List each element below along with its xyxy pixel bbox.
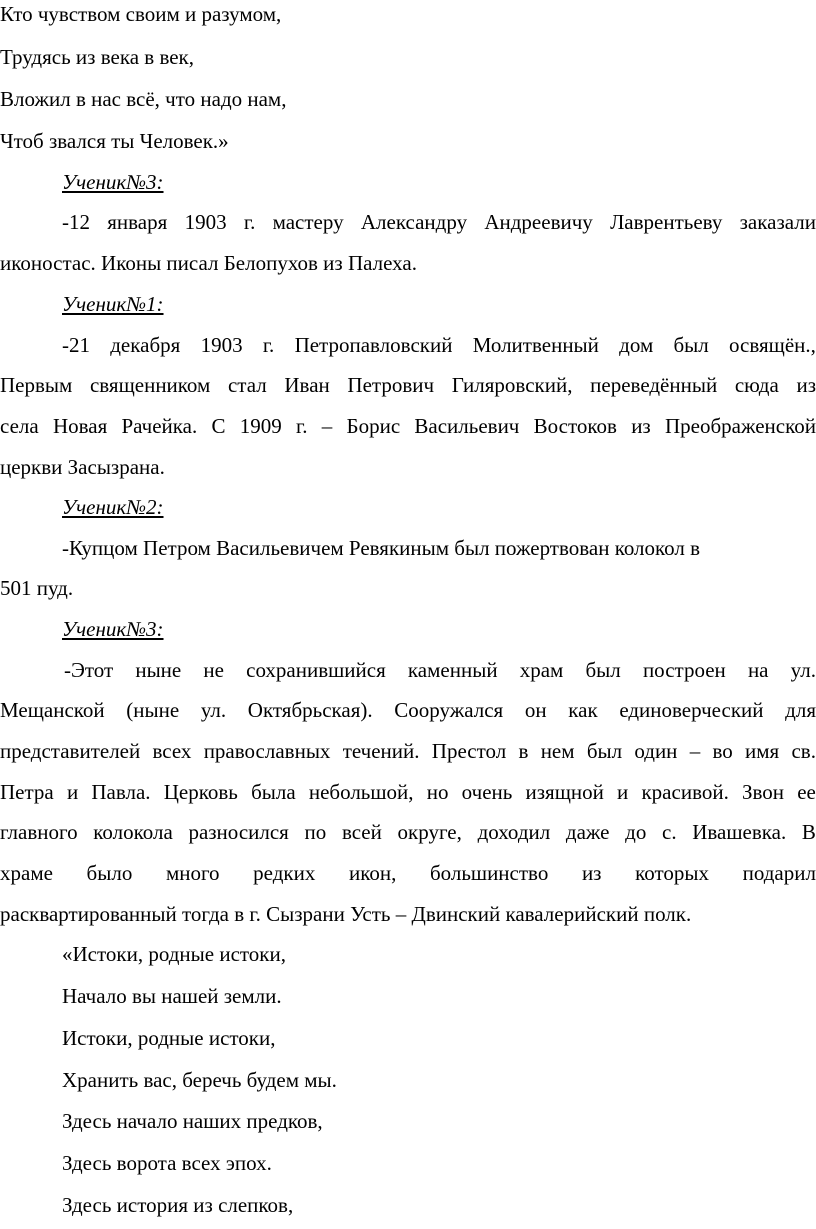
word: Васильевич — [414, 414, 520, 438]
word: Востоков — [533, 414, 617, 438]
paragraph-line — [0, 414, 816, 438]
poem-line: Здесь начало наших предков, — [62, 1109, 323, 1133]
word: не — [203, 658, 224, 682]
word: из — [631, 414, 651, 438]
word: с. — [662, 820, 677, 844]
word: – — [321, 414, 333, 438]
word: храме — [0, 861, 53, 885]
word: из — [796, 373, 816, 397]
poem-line: Начало вы нашей земли. — [62, 984, 282, 1008]
word: заказали — [739, 210, 816, 234]
word: небольшой, — [308, 780, 414, 804]
word: Церковь — [163, 780, 238, 804]
word: ул. — [790, 658, 816, 682]
word: единоверческий — [619, 698, 764, 722]
word: 1903 — [200, 333, 243, 357]
word: Первым — [0, 373, 73, 397]
paragraph-line — [0, 698, 816, 722]
word: во — [712, 739, 733, 763]
word: Звон — [742, 780, 785, 804]
word: большинство — [429, 861, 549, 885]
word: как — [568, 698, 598, 722]
word: Петрович — [347, 373, 435, 397]
word: которых — [635, 861, 709, 885]
word: (ныне — [126, 698, 180, 722]
word: до — [625, 820, 647, 844]
poem-line: Здесь ворота всех эпох. — [62, 1151, 272, 1175]
word: Ивашевка. — [692, 820, 787, 844]
word: Иван — [284, 373, 330, 397]
word: Лаврентьеву — [610, 210, 723, 234]
word: много — [165, 861, 220, 885]
word: и — [617, 780, 629, 804]
poem-line: «Истоки, родные истоки, — [62, 942, 286, 966]
word: Рачейка. — [121, 414, 198, 438]
word: сюда — [734, 373, 779, 397]
word: Новая — [52, 414, 108, 438]
word: Борис — [346, 414, 401, 438]
word: нем — [540, 739, 575, 763]
paragraph-line — [62, 210, 816, 234]
speaker-label: Ученик№1: — [62, 292, 164, 316]
word: для — [785, 698, 816, 722]
word: Преображенской — [664, 414, 816, 438]
paragraph-line: -Купцом Петром Васильевичем Ревякиным был пожертвован колокол в — [62, 536, 701, 560]
word: Андреевичу — [484, 210, 593, 234]
word: икон, — [348, 861, 397, 885]
word: он — [524, 698, 547, 722]
word: округе, — [397, 820, 462, 844]
word: Молитвенный — [472, 333, 599, 357]
word: 1909 — [239, 414, 282, 438]
word: имя — [745, 739, 780, 763]
word: переведённый — [590, 373, 718, 397]
word: ныне — [135, 658, 182, 682]
word: Петра — [0, 780, 54, 804]
speaker-label: Ученик№3: — [62, 170, 164, 194]
paragraph-line — [64, 658, 816, 682]
word: Престол — [431, 739, 507, 763]
word: изящной — [525, 780, 604, 804]
paragraph-line: расквартированный тогда в г. Сызрани Усть – Двинский кавалерийский полк. — [0, 902, 692, 926]
paragraph-line — [0, 820, 816, 844]
word: всех — [152, 739, 192, 763]
speaker-label: Ученик№3: — [62, 617, 164, 641]
word: Павла. — [91, 780, 151, 804]
poem-line: Кто чувством своим и разумом, — [0, 2, 282, 26]
word: красивой. — [641, 780, 729, 804]
poem-line: Хранить вас, беречь будем мы. — [62, 1068, 337, 1092]
word: г. — [243, 210, 256, 234]
word: Мещанской — [0, 698, 105, 722]
word: был — [585, 658, 621, 682]
word: ее — [797, 780, 816, 804]
poem-line: Трудясь из века в век, — [0, 45, 195, 69]
word: Петропавловский — [294, 333, 453, 357]
word: Сооружался — [394, 698, 504, 722]
paragraph-line — [0, 739, 816, 763]
paragraph-line — [0, 373, 816, 397]
word: сохранившийся — [246, 658, 386, 682]
word: – — [689, 739, 701, 763]
word: было — [86, 861, 133, 885]
word: представителей — [0, 739, 141, 763]
poem-line: Вложил в нас всё, что надо нам, — [0, 87, 287, 111]
word: всей — [341, 820, 382, 844]
word: православных — [203, 739, 331, 763]
paragraph-line — [0, 861, 816, 885]
word: священником — [89, 373, 211, 397]
word: по — [304, 820, 327, 844]
word: разносился — [188, 820, 289, 844]
word: ул. — [200, 698, 227, 722]
word: села — [0, 414, 39, 438]
word: из — [581, 861, 602, 885]
word: был — [673, 333, 709, 357]
word: стал — [227, 373, 267, 397]
word: С — [211, 414, 226, 438]
word: -21 — [62, 333, 90, 357]
poem-line: Чтоб звался ты Человек.» — [0, 129, 229, 153]
word: очень — [461, 780, 513, 804]
word: главного — [0, 820, 78, 844]
word: Октябрьская). — [247, 698, 373, 722]
word: на — [747, 658, 769, 682]
word: г. — [296, 414, 308, 438]
word: доходил — [477, 820, 551, 844]
word: г. — [262, 333, 275, 357]
word: каменный — [407, 658, 498, 682]
word: течений. — [342, 739, 420, 763]
word: был — [586, 739, 623, 763]
paragraph-line: 501 пуд. — [0, 576, 74, 600]
poem-line: Здесь история из слепков, — [62, 1193, 294, 1217]
paragraph-line: иконостас. Иконы писал Белопухов из Палеха. — [0, 251, 417, 275]
word: и — [66, 780, 79, 804]
poem-line: Истоки, родные истоки, — [62, 1026, 276, 1050]
word: была — [251, 780, 296, 804]
paragraph-line — [0, 780, 816, 804]
speaker-label: Ученик№2: — [62, 495, 164, 519]
word: св. — [791, 739, 816, 763]
word: -12 — [62, 210, 90, 234]
word: Гиляровский, — [451, 373, 573, 397]
word: мастеру — [272, 210, 344, 234]
paragraph-line — [62, 333, 816, 357]
word: редких — [253, 861, 316, 885]
word: храм — [519, 658, 564, 682]
word: декабря — [110, 333, 181, 357]
word: освящён., — [729, 333, 816, 357]
word: даже — [565, 820, 610, 844]
word: 1903 — [184, 210, 227, 234]
word: Александру — [360, 210, 468, 234]
word: колокола — [93, 820, 173, 844]
word: -Этот — [64, 658, 114, 682]
word: построен — [642, 658, 726, 682]
word: подарил — [742, 861, 816, 885]
word: В — [801, 820, 816, 844]
word: один — [634, 739, 678, 763]
word: в — [518, 739, 529, 763]
word: но — [426, 780, 449, 804]
word: дом — [619, 333, 654, 357]
paragraph-line: церкви Засызрана. — [0, 455, 165, 479]
word: января — [107, 210, 168, 234]
